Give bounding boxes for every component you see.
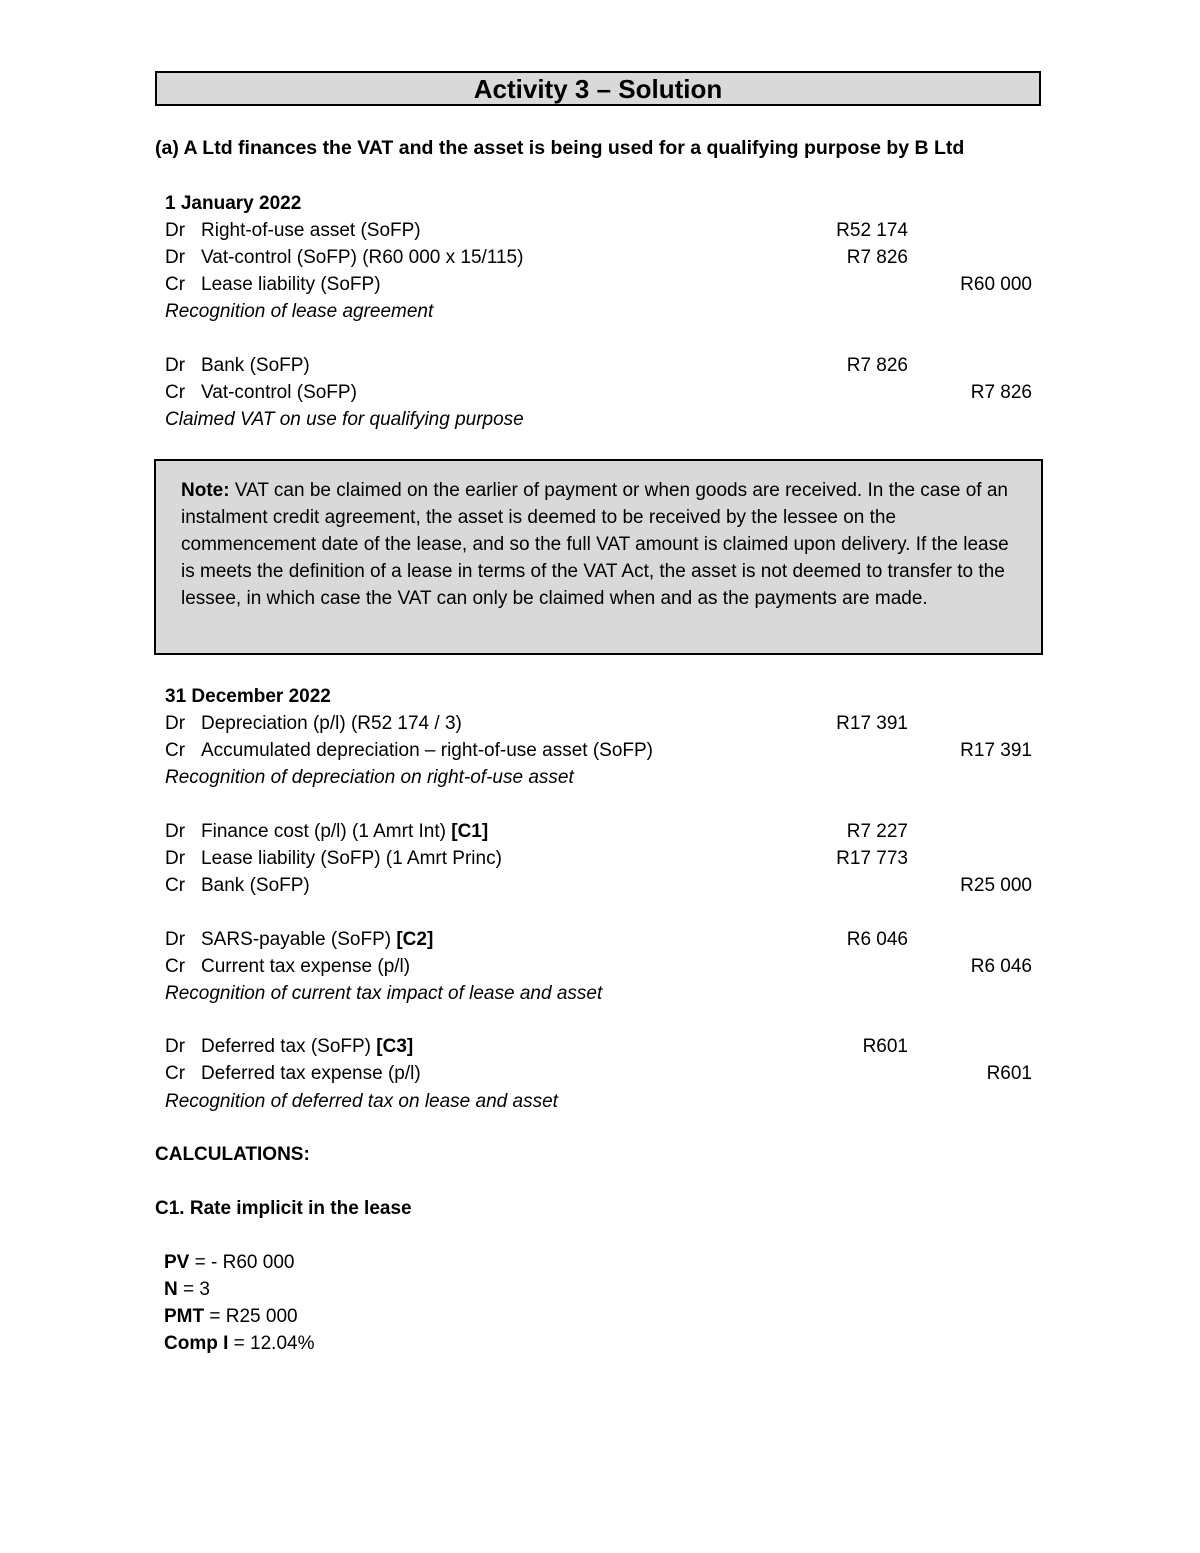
account-text: Depreciation (p/l) (R52 174 / 3) [201, 713, 462, 734]
journal-line [165, 845, 502, 872]
calc-label: PMT [164, 1306, 205, 1327]
cr-code: Cr [165, 740, 186, 761]
debit-amount: R17 773 [836, 848, 908, 869]
account-text: Accumulated depreciation – right-of-use asset (SoFP) [201, 740, 653, 761]
credit-amount: R601 [986, 1063, 1032, 1084]
narration: Recognition of depreciation on right-of-use asset [165, 767, 574, 788]
cr-code: Cr [165, 274, 186, 295]
account-text: Finance cost (p/l) (1 Amrt Int) [201, 821, 452, 842]
journal-line [165, 217, 421, 244]
calc-c1-title: C1. Rate implicit in the lease [155, 1198, 412, 1219]
account-text: Bank (SoFP) [201, 875, 310, 896]
journal-line [165, 953, 410, 980]
account-text: Lease liability (SoFP) (1 Amrt Princ) [201, 848, 502, 869]
calc-reference: [C1] [451, 821, 489, 842]
account-text: Right-of-use asset (SoFP) [201, 220, 421, 241]
debit-amount: R17 391 [836, 713, 908, 734]
debit-amount: R7 826 [846, 355, 908, 376]
dr-code: Dr [165, 848, 186, 869]
journal-line [165, 271, 381, 298]
calc-value: = 12.04% [228, 1333, 315, 1354]
calc-label: PV [164, 1252, 190, 1273]
narration: Recognition of lease agreement [165, 301, 434, 322]
section-subtitle: (a) A Ltd finances the VAT and the asset is being used for a qualifying purpose by B Ltd [155, 137, 965, 159]
entry-date: 31 December 2022 [165, 686, 331, 707]
journal-line [165, 818, 488, 845]
calc-value: = - R60 000 [189, 1252, 295, 1273]
debit-amount: R7 826 [846, 247, 908, 268]
credit-amount: R7 826 [970, 382, 1032, 403]
journal-line [165, 710, 462, 737]
dr-code: Dr [165, 1036, 186, 1057]
journal-line [165, 1060, 421, 1087]
calc-reference: [C2] [396, 929, 434, 950]
journal-line [165, 872, 310, 899]
calc-label: N [164, 1279, 178, 1300]
account-text: Vat-control (SoFP) [201, 382, 357, 403]
debit-amount: R52 174 [836, 220, 908, 241]
page-title: Activity 3 – Solution [155, 71, 1041, 106]
debit-amount: R7 227 [846, 821, 908, 842]
calc-n [164, 1276, 210, 1303]
dr-code: Dr [165, 929, 186, 950]
narration: Recognition of current tax impact of lease and asset [165, 983, 603, 1004]
narration: Claimed VAT on use for qualifying purpose [165, 409, 524, 430]
note-box [154, 459, 1043, 655]
journal-line [165, 1033, 413, 1060]
note-text: VAT can be claimed on the earlier of payment or when goods are received. In the case of an instalment credit agreement, the asset is deemed to be received by the lessee on the commencement date of the lease, and so the full VAT amount is claimed upon delivery. If the lease is meets the definition of a lease in terms of the VAT Act, the asset is not deemed to transfer to the lessee, in which case the VAT can only be claimed when and as the payments are made. [181, 480, 1009, 609]
cr-code: Cr [165, 382, 186, 403]
calc-value: = R25 000 [204, 1306, 298, 1327]
journal-line [165, 379, 357, 406]
cr-code: Cr [165, 956, 186, 977]
account-text: SARS-payable (SoFP) [201, 929, 397, 950]
credit-amount: R25 000 [960, 875, 1032, 896]
account-text: Deferred tax expense (p/l) [201, 1063, 421, 1084]
dr-code: Dr [165, 355, 186, 376]
credit-amount: R60 000 [960, 274, 1032, 295]
account-text: Current tax expense (p/l) [201, 956, 411, 977]
dr-code: Dr [165, 247, 186, 268]
cr-code: Cr [165, 875, 186, 896]
journal-line [165, 737, 653, 764]
account-text: Lease liability (SoFP) [201, 274, 381, 295]
credit-amount: R6 046 [970, 956, 1032, 977]
dr-code: Dr [165, 821, 186, 842]
journal-line [165, 244, 523, 271]
calculations-heading: CALCULATIONS: [155, 1144, 310, 1165]
journal-line [165, 352, 310, 379]
account-text: Deferred tax (SoFP) [201, 1036, 377, 1057]
narration: Recognition of deferred tax on lease and asset [165, 1091, 558, 1112]
calc-reference: [C3] [376, 1036, 414, 1057]
account-text: Bank (SoFP) [201, 355, 310, 376]
debit-amount: R6 046 [846, 929, 908, 950]
calc-pv [164, 1249, 294, 1276]
dr-code: Dr [165, 713, 186, 734]
journal-line [165, 926, 433, 953]
calc-comp-i [164, 1330, 314, 1357]
debit-amount: R601 [862, 1036, 908, 1057]
calc-label: Comp I [164, 1333, 229, 1354]
credit-amount: R17 391 [960, 740, 1032, 761]
note-label: Note: [181, 480, 230, 501]
dr-code: Dr [165, 220, 186, 241]
calc-value: = 3 [177, 1279, 210, 1300]
account-text: Vat-control (SoFP) (R60 000 x 15/115) [201, 247, 524, 268]
calc-pmt [164, 1303, 298, 1330]
cr-code: Cr [165, 1063, 186, 1084]
entry-date: 1 January 2022 [165, 193, 302, 214]
